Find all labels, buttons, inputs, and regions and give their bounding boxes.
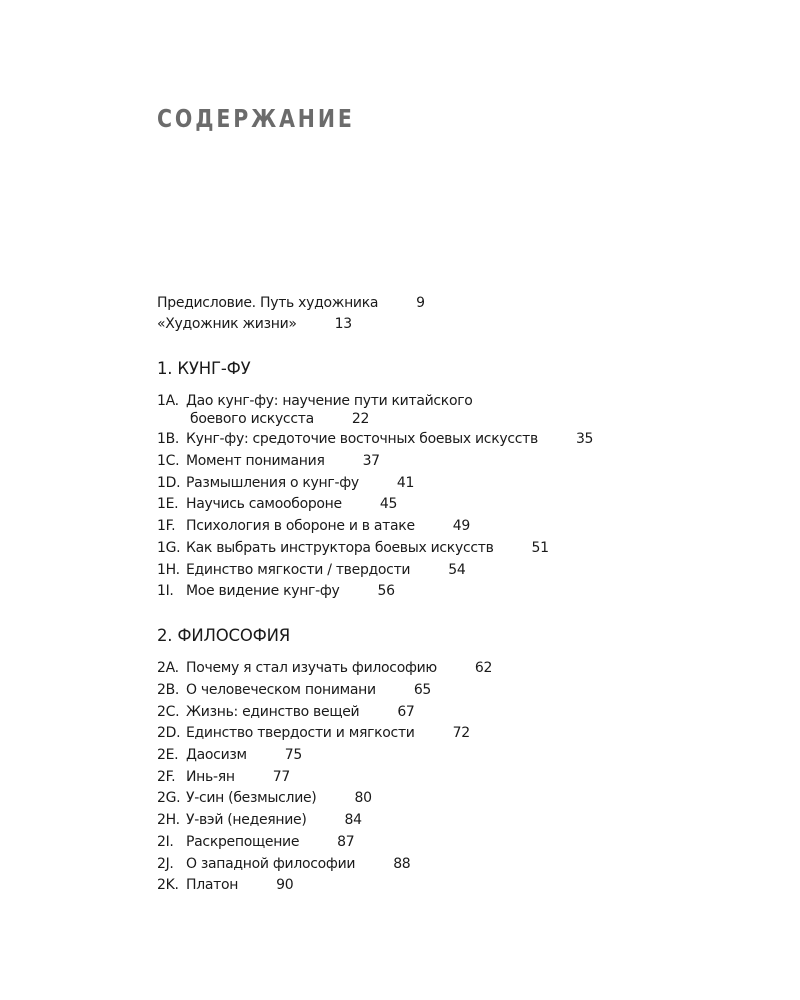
- toc-page-number: 62: [474, 660, 493, 676]
- toc-entry-title: Раскрепощение: [186, 834, 300, 850]
- toc-entry-title: Дао кунг-фу: научение пути китайского: [186, 393, 473, 409]
- toc-entry-title: Платон: [186, 877, 239, 893]
- toc-entry-number: 1C.: [157, 453, 180, 469]
- toc-page-number: 51: [531, 540, 549, 556]
- toc-entry-title: Научись самообороне: [186, 496, 342, 512]
- section-heading-kung-fu: 1. КУНГ-ФУ: [157, 359, 251, 378]
- toc-entry-number: 1B.: [157, 431, 180, 447]
- toc-entry-title: О человеческом понимани: [186, 682, 376, 698]
- toc-entry-title: У-вэй (недеяние): [186, 812, 307, 828]
- toc-entry-title: О западной философии: [186, 856, 356, 872]
- toc-entry-number: 1E.: [157, 496, 179, 512]
- toc-page-number: 9: [416, 295, 425, 311]
- toc-entry-title: Психология в обороне и в атаке: [186, 518, 415, 534]
- toc-entry-title: Кунг-фу: средоточие восточных боевых искусств: [186, 431, 538, 447]
- toc-page-number: 49: [452, 518, 471, 534]
- toc-page-number: 75: [284, 747, 303, 763]
- toc-entry-title: Предисловие. Путь художника: [157, 295, 379, 311]
- toc-page-number: 80: [354, 790, 372, 806]
- toc-entry-title: Почему я стал изучать философию: [186, 660, 437, 676]
- toc-page-number: 90: [276, 877, 294, 893]
- toc-entry-title: У-син (безмыслие): [186, 790, 317, 806]
- toc-page-number: 56: [377, 583, 395, 599]
- toc-entry-number: 2G.: [157, 790, 181, 806]
- page-title: СОДЕРЖАНИЕ: [157, 104, 355, 133]
- toc-page-number: 41: [396, 475, 415, 491]
- toc-page-number: 88: [393, 856, 411, 872]
- toc-page-number: 77: [272, 769, 290, 785]
- toc-entry-title: Жизнь: единство вещей: [186, 704, 360, 720]
- toc-entry-title: Единство мягкости / твердости: [186, 562, 411, 578]
- toc-entry-number: 2J.: [157, 856, 174, 872]
- toc-page-number: 67: [397, 704, 415, 720]
- toc-entry-number: 2B.: [157, 682, 180, 698]
- section-heading-philosophy: 2. ФИЛОСОФИЯ: [157, 626, 291, 645]
- toc-entry-number: 2F.: [157, 769, 176, 785]
- toc-entry-number: 1I.: [157, 583, 174, 599]
- toc-entry-number: 1H.: [157, 562, 180, 578]
- toc-entry-title: Момент понимания: [186, 453, 325, 469]
- toc-entry-number: 2C.: [157, 704, 180, 720]
- toc-entry-title: Размышления о кунг-фу: [186, 475, 359, 491]
- toc-entry-title-continued: боевого искусста: [190, 411, 314, 427]
- toc-page-number: 45: [379, 496, 398, 512]
- toc-entry-title: Инь-ян: [186, 769, 235, 785]
- toc-page-number: 35: [575, 431, 594, 447]
- toc-page-number: 65: [413, 682, 432, 698]
- toc-entry-number: 2I.: [157, 834, 174, 850]
- toc-page-number: 54: [448, 562, 466, 578]
- toc-entry-number: 2H.: [157, 812, 180, 828]
- toc-page-number: 72: [452, 725, 470, 741]
- toc-entry-number: 1G.: [157, 540, 181, 556]
- toc-entry-number: 2D.: [157, 725, 181, 741]
- toc-entry-number: 1A.: [157, 393, 179, 409]
- toc-page-number: 87: [337, 834, 355, 850]
- toc-entry-number: 2E.: [157, 747, 179, 763]
- toc-entry-number: 1F.: [157, 518, 176, 534]
- toc-page-number: 37: [362, 453, 380, 469]
- toc-entry-number: 2K.: [157, 877, 179, 893]
- toc-entry-number: 1D.: [157, 475, 181, 491]
- toc-entry-title: Мое видение кунг-фу: [186, 583, 340, 599]
- toc-page-number: 84: [344, 812, 362, 828]
- toc-entry-title: «Художник жизни»: [157, 316, 297, 332]
- toc-entry-title: Как выбрать инструктора боевых искусств: [186, 540, 494, 556]
- toc-entry-title: Даосизм: [186, 747, 247, 763]
- toc-entry-number: 2A.: [157, 660, 179, 676]
- toc-entry-title: Единство твердости и мягкости: [186, 725, 415, 741]
- toc-page-number: 22: [351, 411, 370, 427]
- toc-page-number: 13: [334, 316, 352, 332]
